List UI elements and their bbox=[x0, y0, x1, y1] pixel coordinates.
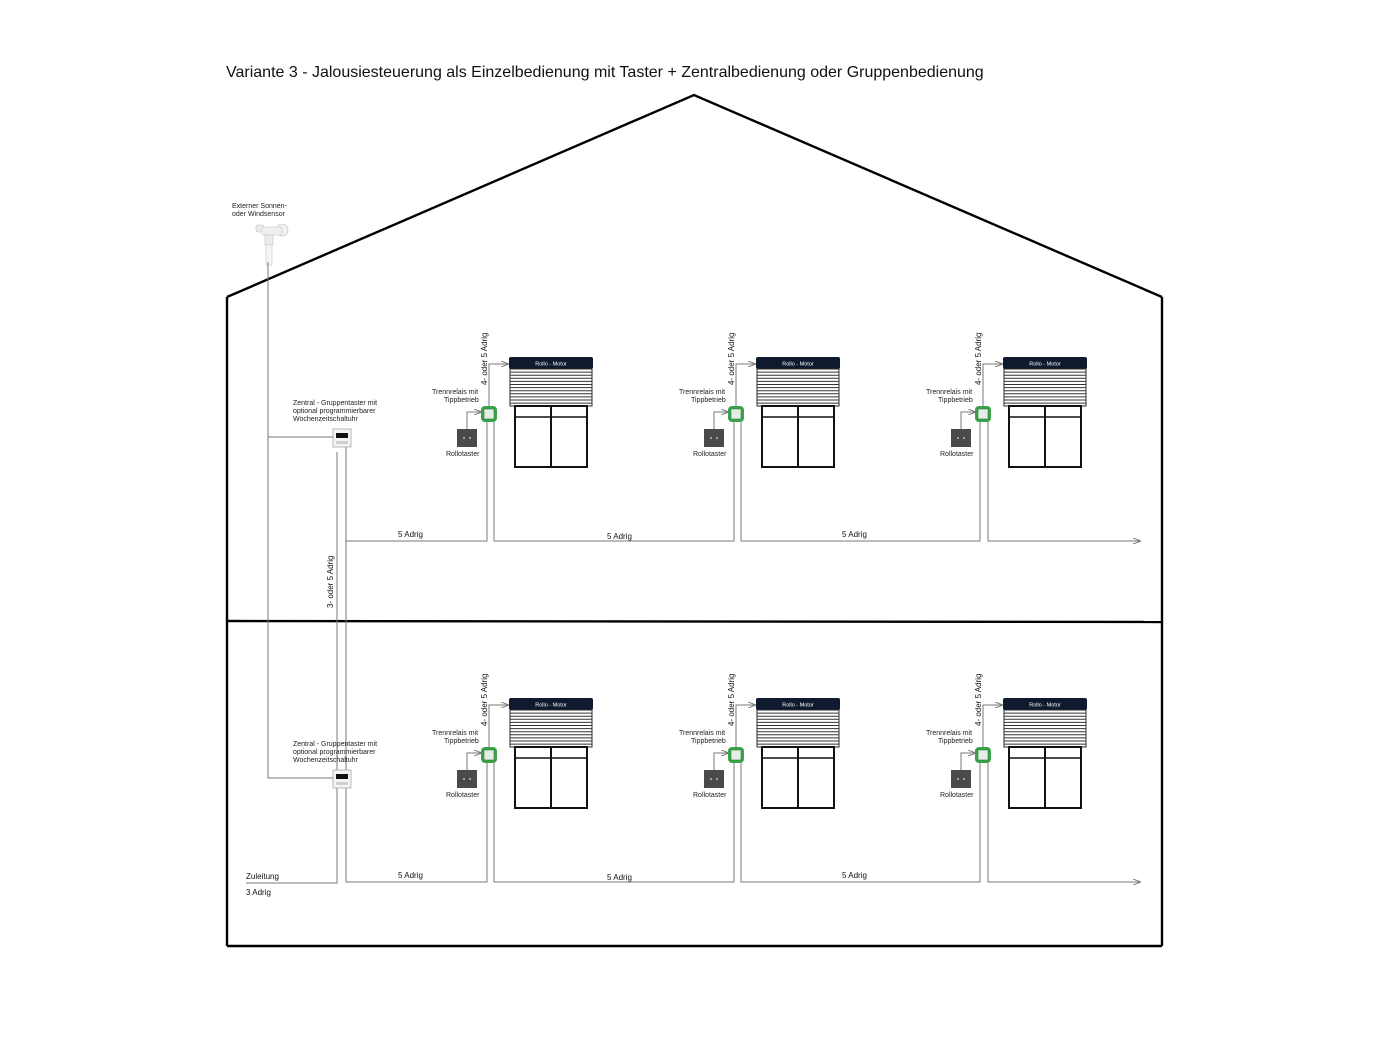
relay-label-line2: Tippbetrieb bbox=[691, 738, 726, 745]
window-with-shutter bbox=[510, 369, 592, 467]
diagram-title: Variante 3 - Jalousiesteuerung als Einzelbedienung mit Taster + Zentralbedienung oder Gruppenbedienung bbox=[226, 64, 984, 81]
sun-wind-sensor-icon bbox=[256, 224, 288, 265]
roller-switch-label: Rollotaster bbox=[940, 451, 974, 458]
window-with-shutter bbox=[1004, 710, 1086, 808]
feed-label: Zuleitung bbox=[246, 872, 279, 881]
central-label-line2: optional programmierbarer bbox=[293, 408, 376, 415]
window-with-shutter bbox=[757, 710, 839, 808]
relay-label-line2: Tippbetrieb bbox=[691, 397, 726, 404]
floor-divider bbox=[227, 621, 1162, 622]
wiring-lines bbox=[246, 262, 1140, 883]
external-sensor bbox=[232, 203, 288, 265]
relay-icon bbox=[728, 747, 744, 763]
roller-motor bbox=[756, 357, 840, 369]
blind-unit bbox=[926, 674, 1087, 808]
roller-switch-label: Rollotaster bbox=[693, 792, 727, 799]
timer-switch-icon bbox=[333, 429, 351, 447]
motor-wire-label: 4- oder 5 Adrig bbox=[480, 673, 489, 726]
roller-switch-label: Rollotaster bbox=[693, 451, 727, 458]
roller-motor bbox=[1003, 698, 1087, 710]
relay-label-line1: Trennrelais mit bbox=[679, 730, 726, 737]
roller-switch-label: Rollotaster bbox=[446, 792, 480, 799]
window-with-shutter bbox=[510, 710, 592, 808]
bus-wire-label: 5 Adrig bbox=[842, 871, 867, 880]
blind-unit bbox=[679, 674, 840, 808]
sensor-label-line1: Externer Sonnen- bbox=[232, 203, 287, 210]
relay-icon bbox=[975, 747, 991, 763]
relay-label-line2: Tippbetrieb bbox=[938, 397, 973, 404]
bus-wire-label: 5 Adrig bbox=[398, 530, 423, 539]
roller-switch-icon bbox=[704, 770, 724, 788]
motor-label: Rollo - Motor bbox=[535, 361, 567, 368]
sensor-label-line2: oder Windsensor bbox=[232, 211, 285, 218]
relay-label-line2: Tippbetrieb bbox=[938, 738, 973, 745]
relay-icon bbox=[481, 406, 497, 422]
relay-label-line1: Trennrelais mit bbox=[679, 389, 726, 396]
motor-label: Rollo - Motor bbox=[1029, 361, 1061, 368]
relay-label-line1: Trennrelais mit bbox=[432, 389, 479, 396]
floor-upper bbox=[293, 333, 1087, 541]
relay-label-line2: Tippbetrieb bbox=[444, 397, 479, 404]
bus-wire-label: 5 Adrig bbox=[607, 532, 632, 541]
relay-icon bbox=[975, 406, 991, 422]
motor-wire-label: 4- oder 5 Adrig bbox=[974, 332, 983, 385]
motor-wire-label: 4- oder 5 Adrig bbox=[727, 673, 736, 726]
central-label-line3: Wochenzeitschaltuhr bbox=[293, 757, 358, 764]
central-label-line2: optional programmierbarer bbox=[293, 749, 376, 756]
relay-label-line1: Trennrelais mit bbox=[926, 730, 973, 737]
relay-icon bbox=[481, 747, 497, 763]
roller-switch-icon bbox=[457, 429, 477, 447]
central-group-switch bbox=[293, 741, 377, 788]
feed-cores-label: 3 Adrig bbox=[246, 888, 271, 897]
house-outline bbox=[227, 95, 1162, 946]
relay-label-line1: Trennrelais mit bbox=[926, 389, 973, 396]
blind-unit bbox=[679, 333, 840, 467]
roller-motor bbox=[1003, 357, 1087, 369]
central-label-line3: Wochenzeitschaltuhr bbox=[293, 416, 358, 423]
blind-unit bbox=[432, 674, 593, 808]
roller-switch-icon bbox=[457, 770, 477, 788]
roller-switch-icon bbox=[951, 429, 971, 447]
central-label-line1: Zentral - Gruppentaster mit bbox=[293, 741, 378, 748]
motor-label: Rollo - Motor bbox=[782, 702, 814, 709]
blind-unit bbox=[432, 333, 593, 467]
floors bbox=[293, 333, 1087, 882]
roller-motor bbox=[509, 698, 593, 710]
motor-wire-label: 4- oder 5 Adrig bbox=[727, 332, 736, 385]
roller-motor bbox=[509, 357, 593, 369]
bus-wire-label: 5 Adrig bbox=[398, 871, 423, 880]
bus-wire-label: 5 Adrig bbox=[842, 530, 867, 539]
central-label-line1: Zentral - Gruppentaster mit bbox=[293, 400, 378, 407]
riser-label: 3- oder 5 Adrig bbox=[326, 555, 335, 608]
roller-switch-label: Rollotaster bbox=[446, 451, 480, 458]
roller-switch-icon bbox=[951, 770, 971, 788]
motor-label: Rollo - Motor bbox=[782, 361, 814, 368]
bus-wire-label: 5 Adrig bbox=[607, 873, 632, 882]
motor-label: Rollo - Motor bbox=[535, 702, 567, 709]
relay-label-line2: Tippbetrieb bbox=[444, 738, 479, 745]
roller-switch-label: Rollotaster bbox=[940, 792, 974, 799]
motor-wire-label: 4- oder 5 Adrig bbox=[480, 332, 489, 385]
roller-switch-icon bbox=[704, 429, 724, 447]
relay-label-line1: Trennrelais mit bbox=[432, 730, 479, 737]
blind-unit bbox=[926, 333, 1087, 467]
window-with-shutter bbox=[757, 369, 839, 467]
central-group-switch bbox=[293, 400, 377, 447]
timer-switch-icon bbox=[333, 770, 351, 788]
motor-label: Rollo - Motor bbox=[1029, 702, 1061, 709]
relay-icon bbox=[728, 406, 744, 422]
window-with-shutter bbox=[1004, 369, 1086, 467]
floor-lower bbox=[293, 674, 1087, 882]
roller-motor bbox=[756, 698, 840, 710]
motor-wire-label: 4- oder 5 Adrig bbox=[974, 673, 983, 726]
